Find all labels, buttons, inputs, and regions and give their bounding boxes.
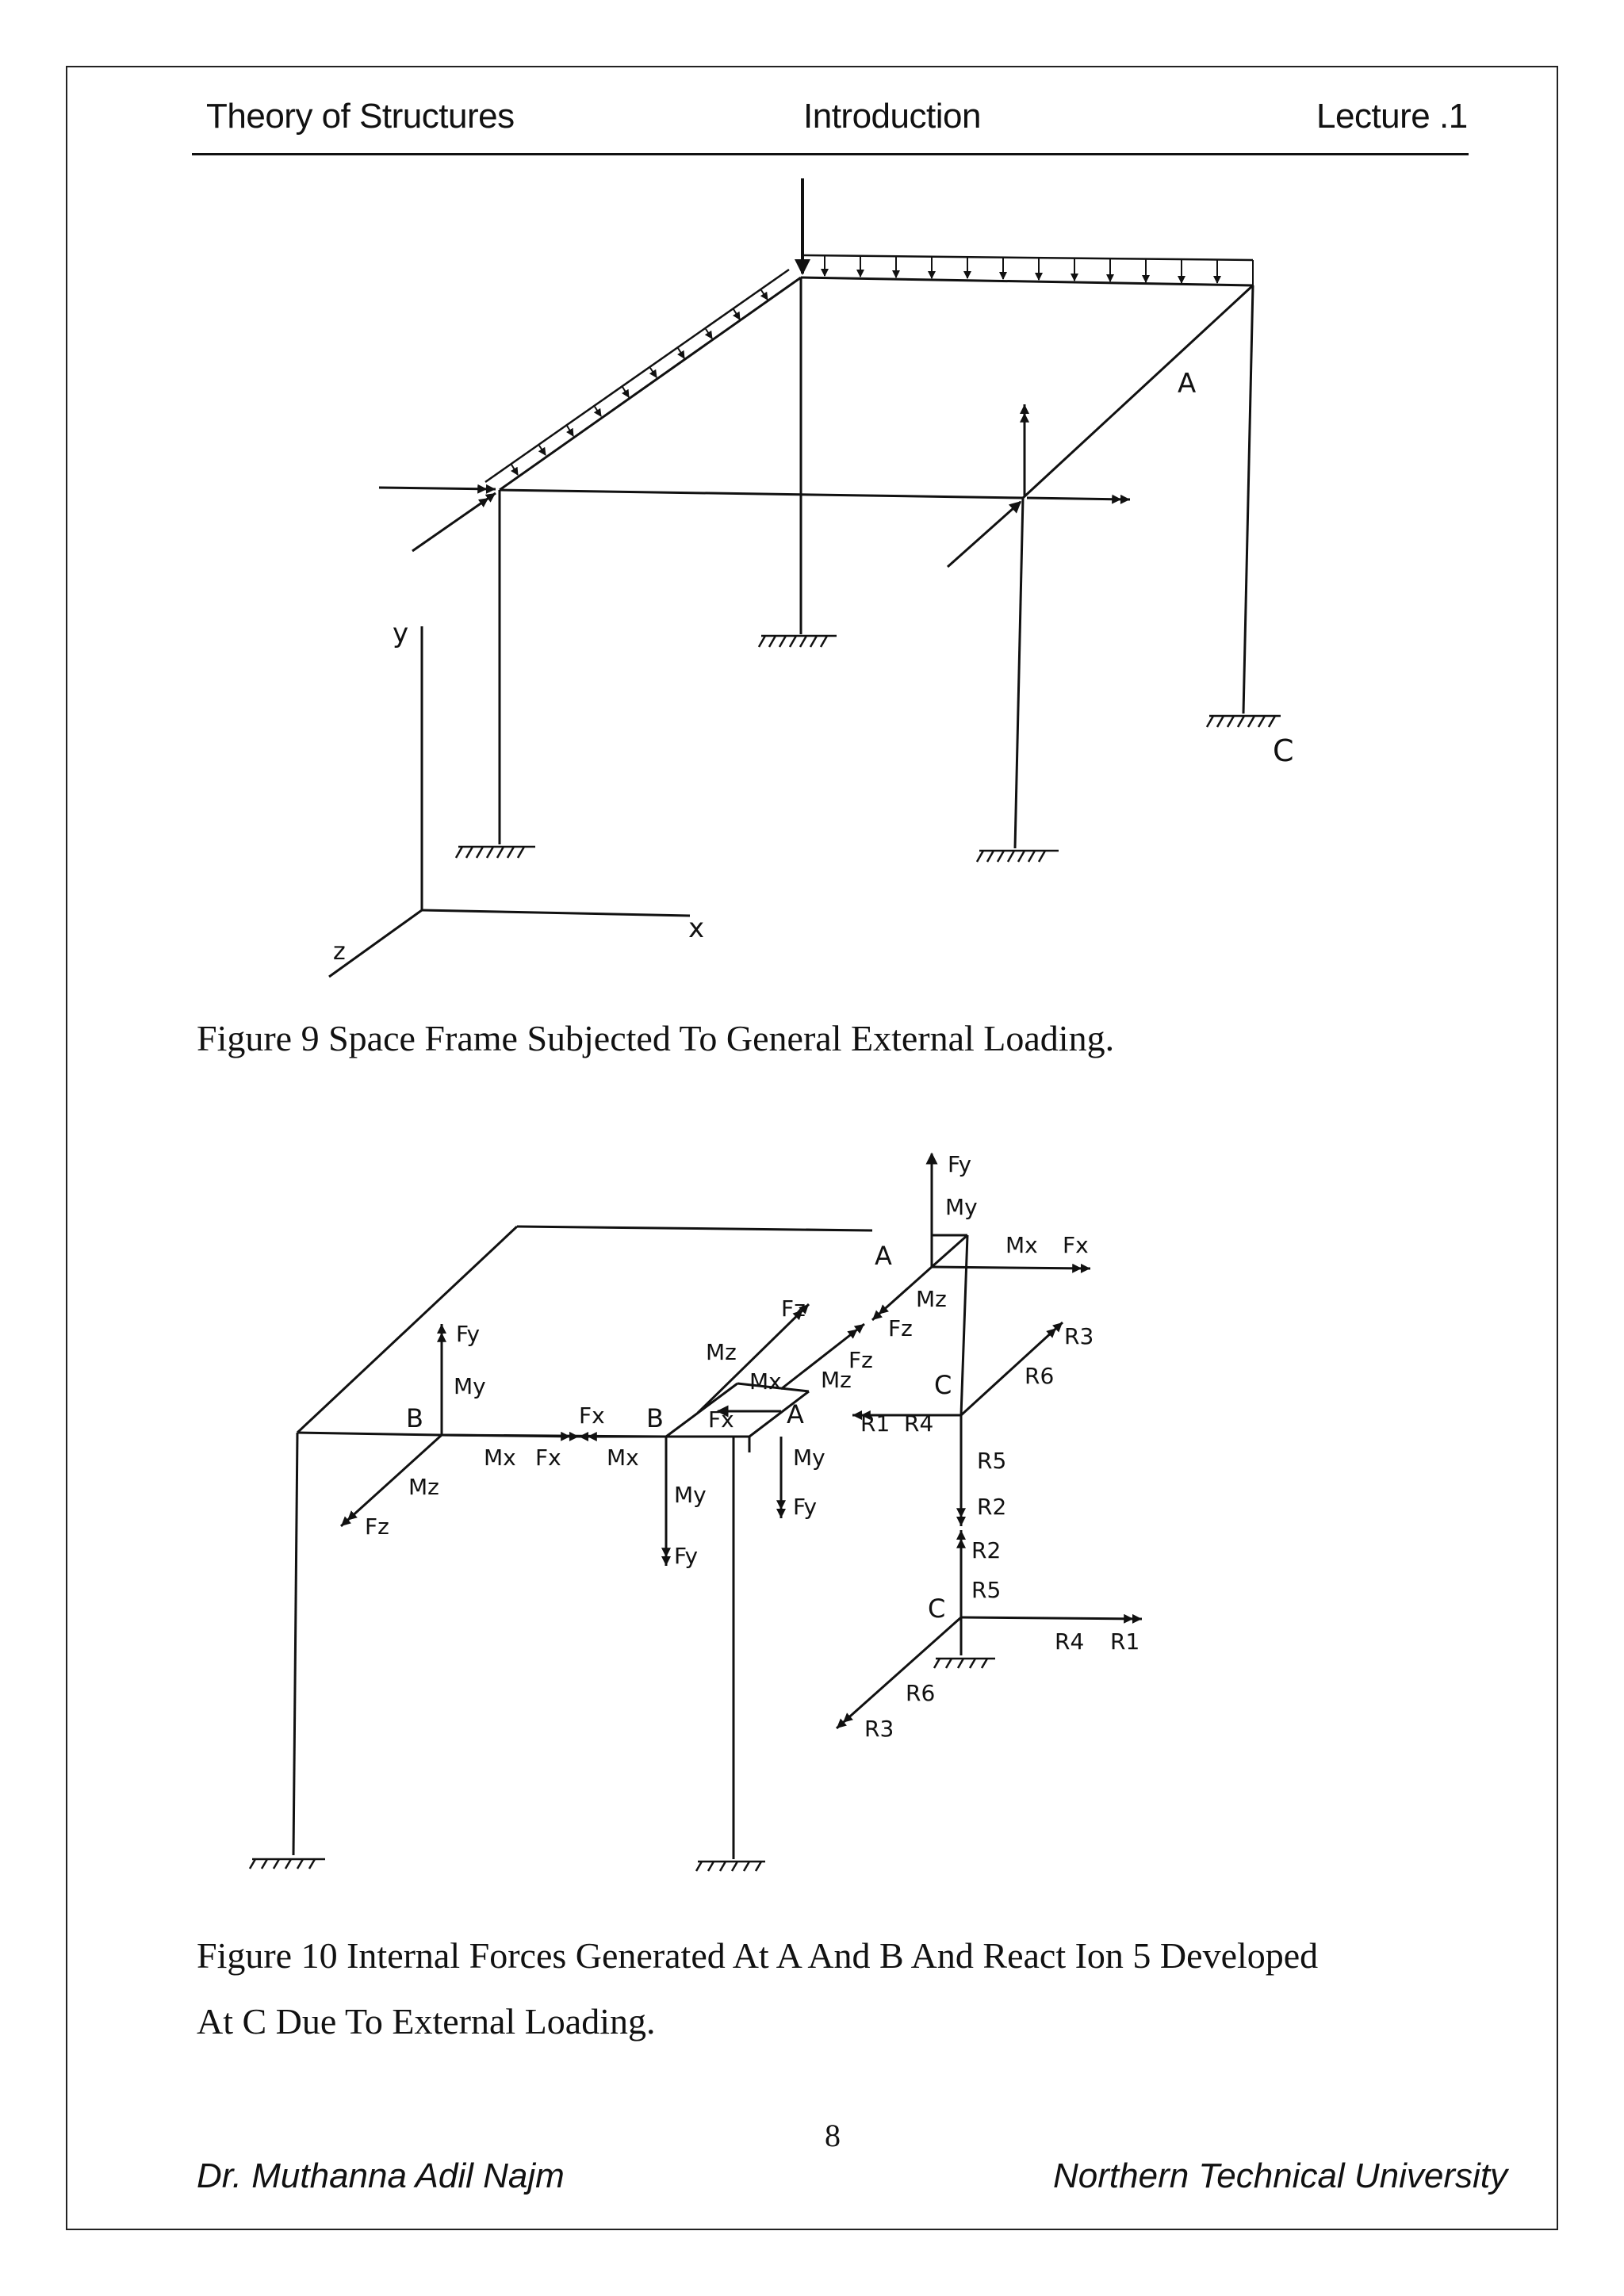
svg-text:R4: R4	[1055, 1628, 1085, 1655]
svg-text:Fx: Fx	[535, 1445, 561, 1471]
svg-text:Mx: Mx	[484, 1445, 516, 1471]
figure-10-labels	[365, 1151, 1139, 1742]
column-front-right	[1015, 498, 1023, 848]
figure-10-caption-line-1: Figure 10 Internal Forces Generated At A And B And React Ion 5 Developed	[197, 1935, 1319, 1976]
svg-text:R2: R2	[971, 1537, 1002, 1563]
svg-text:Mz: Mz	[706, 1339, 737, 1365]
svg-text:C: C	[928, 1594, 946, 1624]
figure-10-internal-forces	[250, 1154, 1142, 1871]
slab-left	[297, 1226, 517, 1433]
beam-front	[500, 490, 1023, 498]
svg-text:R3: R3	[864, 1716, 894, 1742]
svg-text:Fy: Fy	[456, 1321, 481, 1347]
footer-author: Dr. Muthanna Adil Najm	[197, 2156, 565, 2195]
distributed-load-left	[511, 290, 768, 475]
slab-back	[517, 1226, 872, 1230]
svg-text:Fx: Fx	[579, 1402, 605, 1429]
svg-text:Fy: Fy	[674, 1543, 699, 1569]
figure-10-caption-line-2: At C Due To External Loading.	[197, 2001, 656, 2042]
point-load-x-right	[1027, 498, 1130, 499]
x-axis	[422, 910, 690, 916]
svg-text:My: My	[945, 1194, 978, 1220]
svg-text:Fz: Fz	[888, 1315, 913, 1341]
svg-text:Mz: Mz	[408, 1474, 439, 1500]
svg-text:Fz: Fz	[848, 1347, 873, 1373]
svg-text:R1: R1	[860, 1410, 891, 1437]
svg-text:R6: R6	[906, 1680, 936, 1706]
label-x-axis: x	[688, 913, 705, 944]
column-left	[293, 1433, 297, 1855]
fixed-supports	[456, 636, 1281, 862]
label-z-axis: z	[333, 938, 346, 966]
label-a-fig9: A	[1178, 368, 1197, 400]
beam-right	[1023, 285, 1253, 498]
figure-9-caption: Figure 9 Space Frame Subjected To General External Loading.	[197, 1018, 1115, 1058]
svg-text:R4: R4	[904, 1410, 934, 1437]
svg-text:My: My	[674, 1482, 707, 1508]
point-load-z-right	[948, 502, 1021, 567]
svg-text:R6: R6	[1025, 1363, 1055, 1389]
svg-text:Mx: Mx	[749, 1368, 782, 1395]
column-back-right	[1243, 285, 1253, 714]
svg-text:A: A	[787, 1399, 804, 1429]
svg-text:C: C	[934, 1370, 952, 1400]
label-y-axis: y	[393, 618, 409, 649]
header-lecture: Lecture .1	[1316, 97, 1468, 136]
svg-text:R5: R5	[977, 1448, 1007, 1474]
svg-text:Fz: Fz	[365, 1513, 389, 1540]
svg-text:B: B	[646, 1403, 664, 1433]
svg-text:Mz: Mz	[916, 1286, 947, 1312]
figure-9-space-frame	[329, 178, 1281, 977]
column-right-upper	[961, 1235, 967, 1415]
point-load-x-left	[379, 488, 496, 489]
svg-text:A: A	[875, 1241, 892, 1271]
page-number: 8	[825, 2118, 841, 2153]
svg-text:Mx: Mx	[607, 1445, 639, 1471]
svg-text:Fx: Fx	[1063, 1232, 1089, 1258]
point-load-z-left	[412, 493, 496, 551]
svg-text:R2: R2	[977, 1494, 1007, 1520]
svg-text:B: B	[406, 1403, 423, 1433]
svg-text:Fz: Fz	[781, 1295, 806, 1322]
footer-institution: Northern Technical University	[1053, 2156, 1508, 2195]
svg-text:Fy: Fy	[793, 1494, 818, 1520]
svg-text:R1: R1	[1110, 1628, 1140, 1655]
svg-text:My: My	[454, 1373, 486, 1399]
svg-text:Fy: Fy	[948, 1151, 972, 1177]
header-course-title: Theory of Structures	[206, 97, 515, 136]
svg-text:R5: R5	[971, 1577, 1002, 1603]
beam-back	[801, 277, 1253, 285]
svg-text:Mx: Mx	[1005, 1232, 1038, 1258]
svg-text:R3: R3	[1064, 1323, 1094, 1349]
label-c-fig9: C	[1273, 733, 1294, 768]
header-section: Introduction	[803, 97, 981, 136]
svg-text:Mz: Mz	[821, 1367, 852, 1393]
svg-text:Fx: Fx	[708, 1406, 734, 1433]
svg-text:My: My	[793, 1445, 825, 1471]
beam-left	[500, 277, 801, 490]
